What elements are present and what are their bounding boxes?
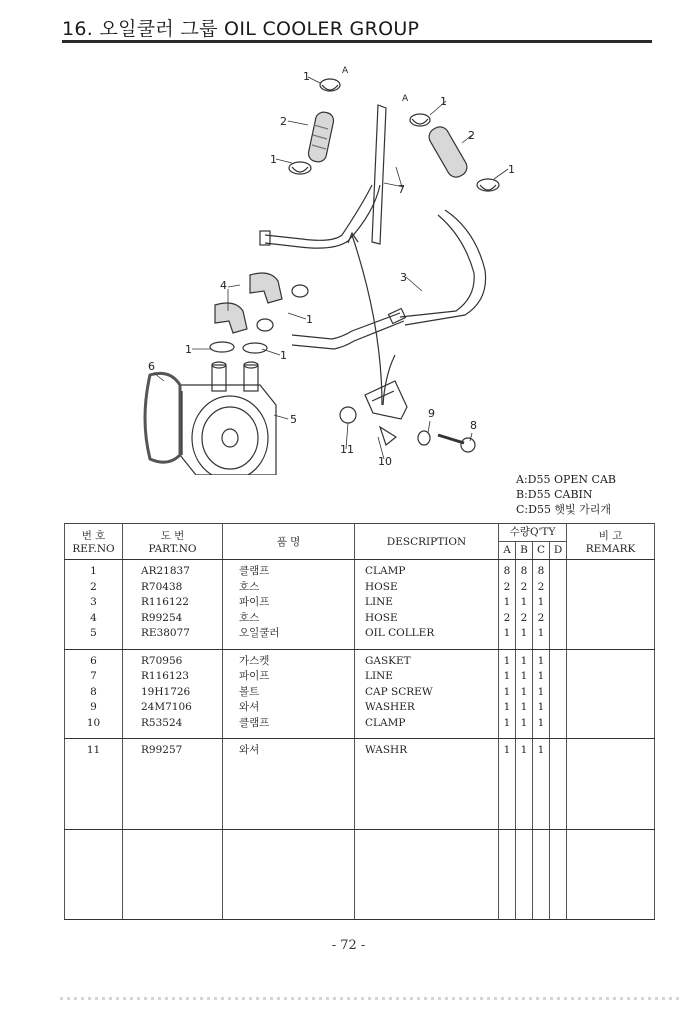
- cell-qty-b: 2: [520, 611, 528, 624]
- column-part-name-kr: [223, 560, 355, 650]
- cell-ref-no: 7: [90, 670, 97, 683]
- column-qty-c: [533, 739, 550, 830]
- column-qty-d: [550, 560, 567, 650]
- column-qty-c: [533, 649, 550, 739]
- cell-qty-b: 2: [520, 580, 528, 593]
- cell-qty-a: 1: [503, 685, 511, 698]
- cell-part-no: R99254: [141, 611, 183, 624]
- cell-part-name-kr: 가스켓: [239, 654, 270, 667]
- header-part-kr: 도 번: [160, 530, 185, 542]
- column-ref-no: [65, 739, 123, 830]
- header-name-kr: 품 명: [223, 524, 355, 560]
- cell-part-name-kr: 와셔: [239, 744, 260, 757]
- cell-part-name-kr: 클램프: [239, 716, 270, 729]
- cell-description: CLAMP: [365, 716, 406, 729]
- legend-b: B:D55 CABIN: [516, 488, 593, 501]
- cell-ref-no: 2: [90, 580, 97, 593]
- cell-qty-b: 1: [520, 716, 528, 729]
- header-remark-en: REMARK: [585, 543, 636, 555]
- cell-qty-d: [550, 626, 566, 642]
- column-description: [355, 739, 499, 830]
- header-ref: [65, 524, 123, 560]
- cell-ref-no: 4: [90, 611, 97, 624]
- cell-description: GASKET: [365, 654, 411, 667]
- svg-text:7: 7: [398, 183, 405, 196]
- header-qty-c: C: [533, 542, 550, 559]
- cell-qty-d: [550, 716, 566, 732]
- cell-part-no: R70956: [141, 654, 183, 667]
- cell-qty-a: 1: [503, 627, 511, 639]
- legend-a: A:D55 OPEN CAB: [516, 473, 616, 486]
- cell-qty-c: 2: [537, 611, 545, 624]
- column-ref-no: [65, 649, 123, 739]
- cell-part-name-kr: 호스: [239, 611, 260, 624]
- cell-part-name-kr: 볼트: [239, 685, 260, 698]
- cell-qty-a: 1: [503, 670, 511, 683]
- cell-part-no: R116123: [141, 670, 189, 683]
- cell-part-name-kr: 호스: [239, 580, 260, 593]
- cell-qty-c: 2: [537, 580, 545, 593]
- header-qty-a: A: [499, 542, 516, 559]
- column-qty-a: [499, 739, 516, 830]
- cell-qty-b: 1: [520, 744, 528, 757]
- cell-qty-d: [550, 654, 566, 670]
- header-part-en: PART.NO: [148, 543, 197, 555]
- page-number: - 72 -: [331, 938, 366, 953]
- cell-qty-a: 1: [503, 744, 511, 757]
- cell-description: HOSE: [365, 611, 398, 624]
- column-qty-b: [516, 739, 533, 830]
- cell-qty-a: 2: [503, 611, 511, 624]
- parts-group: [65, 560, 655, 650]
- cell-qty-b: 1: [520, 685, 528, 698]
- legend-c: C:D55 햇빛 가리개: [516, 503, 612, 516]
- oil-cooler-5: [180, 362, 276, 475]
- column-description: [355, 560, 499, 650]
- column-part-no: [123, 739, 223, 830]
- cell-qty-a: 1: [503, 596, 511, 608]
- cell-ref-no: 9: [90, 701, 97, 714]
- svg-text:3: 3: [400, 271, 407, 284]
- cell-qty-c: 1: [537, 685, 545, 698]
- gasket-6: [145, 373, 180, 462]
- cell-description: CLAMP: [365, 565, 406, 577]
- cell-description: HOSE: [365, 580, 398, 593]
- right-top-hose-group: [410, 114, 499, 191]
- column-qty-a: [499, 649, 516, 739]
- header-qty-label: 수량Q'TY: [499, 524, 566, 542]
- cell-qty-b: 1: [520, 670, 528, 683]
- cell-qty-b: 8: [520, 565, 528, 577]
- cell-ref-no: 10: [86, 716, 101, 729]
- cell-part-no: R70438: [141, 580, 183, 593]
- header-description: DESCRIPTION: [355, 524, 499, 560]
- cell-qty-c: 1: [537, 716, 545, 729]
- cell-qty-b: 1: [520, 654, 528, 667]
- column-qty-b: [516, 649, 533, 739]
- cell-part-no: R53524: [141, 716, 183, 729]
- cell-qty-a: 1: [503, 716, 511, 729]
- cell-description: WASHR: [365, 744, 408, 757]
- column-qty-a: [499, 560, 516, 650]
- cell-ref-no: 11: [86, 744, 101, 757]
- svg-text:4: 4: [220, 279, 227, 292]
- line-3: [292, 210, 486, 349]
- column-qty-d: [550, 739, 567, 830]
- washer-9: [418, 431, 430, 445]
- column-part-no: [123, 560, 223, 650]
- cell-qty-a: 8: [503, 565, 511, 577]
- cap-screw-8: [438, 435, 475, 452]
- cell-qty-d: [550, 685, 566, 701]
- cell-qty-d: [550, 669, 566, 685]
- svg-text:9: 9: [428, 407, 435, 420]
- column-part-name-kr: [223, 649, 355, 739]
- elbow-hoses-4: [215, 273, 308, 333]
- cell-qty-a: 1: [503, 701, 511, 714]
- cell-qty-c: 8: [537, 565, 545, 577]
- parts-group: [65, 739, 655, 830]
- scan-edge-artifact: [60, 997, 680, 1000]
- cell-part-no: 24M7106: [141, 701, 192, 714]
- cell-qty-d: [550, 564, 566, 580]
- svg-text:10: 10: [378, 455, 392, 468]
- cell-qty-a: 2: [503, 580, 511, 593]
- svg-text:A: A: [342, 66, 349, 76]
- column-remark: [567, 649, 655, 739]
- cell-ref-no: 6: [90, 654, 97, 667]
- cell-ref-no: 8: [90, 685, 97, 698]
- header-qty-b: B: [516, 542, 533, 559]
- clamp-10: [365, 381, 407, 445]
- cell-part-no: AR21837: [141, 565, 190, 577]
- svg-text:2: 2: [468, 129, 475, 142]
- cell-description: WASHER: [365, 701, 415, 714]
- svg-text:1: 1: [303, 70, 310, 83]
- svg-text:8: 8: [470, 419, 477, 432]
- cell-qty-c: 1: [537, 744, 545, 757]
- column-remark: [567, 560, 655, 650]
- column-qty-b: [516, 560, 533, 650]
- parts-group: [65, 649, 655, 739]
- svg-text:1: 1: [306, 313, 313, 326]
- cell-description: OIL COLLER: [365, 627, 435, 639]
- svg-text:5: 5: [290, 413, 297, 426]
- column-qty-c: [533, 560, 550, 650]
- cell-part-no: R116122: [141, 596, 189, 608]
- cell-part-no: 19H1726: [141, 685, 191, 698]
- cell-part-name-kr: 클램프: [239, 565, 270, 577]
- column-part-name-kr: [223, 739, 355, 830]
- cell-qty-c: 1: [537, 627, 545, 639]
- washer-11: [340, 407, 356, 423]
- header-remark-kr: 비 고: [598, 530, 623, 542]
- column-qty-d: [550, 649, 567, 739]
- cell-qty-c: 1: [537, 701, 545, 714]
- header-ref-en: REF.NO: [72, 543, 115, 555]
- header-qty-d: D: [553, 544, 563, 556]
- cell-qty-c: 1: [537, 596, 545, 608]
- column-ref-no: [65, 560, 123, 650]
- header-remark: [567, 524, 655, 560]
- cell-part-no: R99257: [141, 744, 183, 757]
- svg-text:6: 6: [148, 360, 155, 373]
- title-rule: [62, 40, 652, 43]
- parts-group-empty: [65, 830, 655, 920]
- cell-qty-b: 1: [520, 596, 528, 608]
- column-part-no: [123, 649, 223, 739]
- svg-text:11: 11: [340, 443, 354, 456]
- model-legend: [516, 472, 616, 517]
- svg-text:1: 1: [270, 153, 277, 166]
- page-title: 16. 오일쿨러 그룹 OIL COOLER GROUP: [62, 18, 420, 40]
- header-ref-kr: 번 호: [81, 530, 106, 542]
- cell-qty-b: 1: [520, 627, 528, 639]
- cell-qty-d: [550, 743, 566, 759]
- svg-text:1: 1: [280, 349, 287, 362]
- svg-text:1: 1: [185, 343, 192, 356]
- cell-qty-c: 1: [537, 654, 545, 667]
- exploded-parts-diagram: [120, 55, 520, 475]
- cell-qty-d: [550, 611, 566, 627]
- cell-part-no: RE38077: [141, 627, 190, 639]
- cell-qty-b: 1: [520, 701, 528, 714]
- cell-part-name-kr: 오일쿨러: [239, 627, 280, 639]
- cell-qty-c: 1: [537, 670, 545, 683]
- cell-part-name-kr: 파이프: [239, 670, 270, 683]
- column-remark: [567, 739, 655, 830]
- cell-ref-no: 1: [90, 565, 97, 577]
- cell-qty-d: [550, 595, 566, 611]
- svg-text:1: 1: [440, 95, 447, 108]
- column-description: [355, 649, 499, 739]
- header-part: [123, 524, 223, 560]
- cell-qty-a: 1: [503, 654, 511, 667]
- svg-text:A: A: [402, 94, 409, 104]
- parts-table: [64, 523, 655, 920]
- cell-part-name-kr: 와셔: [239, 701, 260, 714]
- cell-qty-d: [550, 700, 566, 716]
- cell-ref-no: 3: [90, 596, 97, 608]
- cell-part-name-kr: 파이프: [239, 596, 270, 608]
- cell-description: LINE: [365, 596, 393, 608]
- header-qty: [499, 524, 567, 560]
- svg-text:1: 1: [508, 163, 515, 176]
- cell-description: CAP SCREW: [365, 685, 433, 698]
- cell-description: LINE: [365, 670, 393, 683]
- cell-qty-d: [550, 580, 566, 596]
- svg-text:2: 2: [280, 115, 287, 128]
- left-top-hose-group: [289, 79, 340, 174]
- cell-ref-no: 5: [90, 627, 97, 639]
